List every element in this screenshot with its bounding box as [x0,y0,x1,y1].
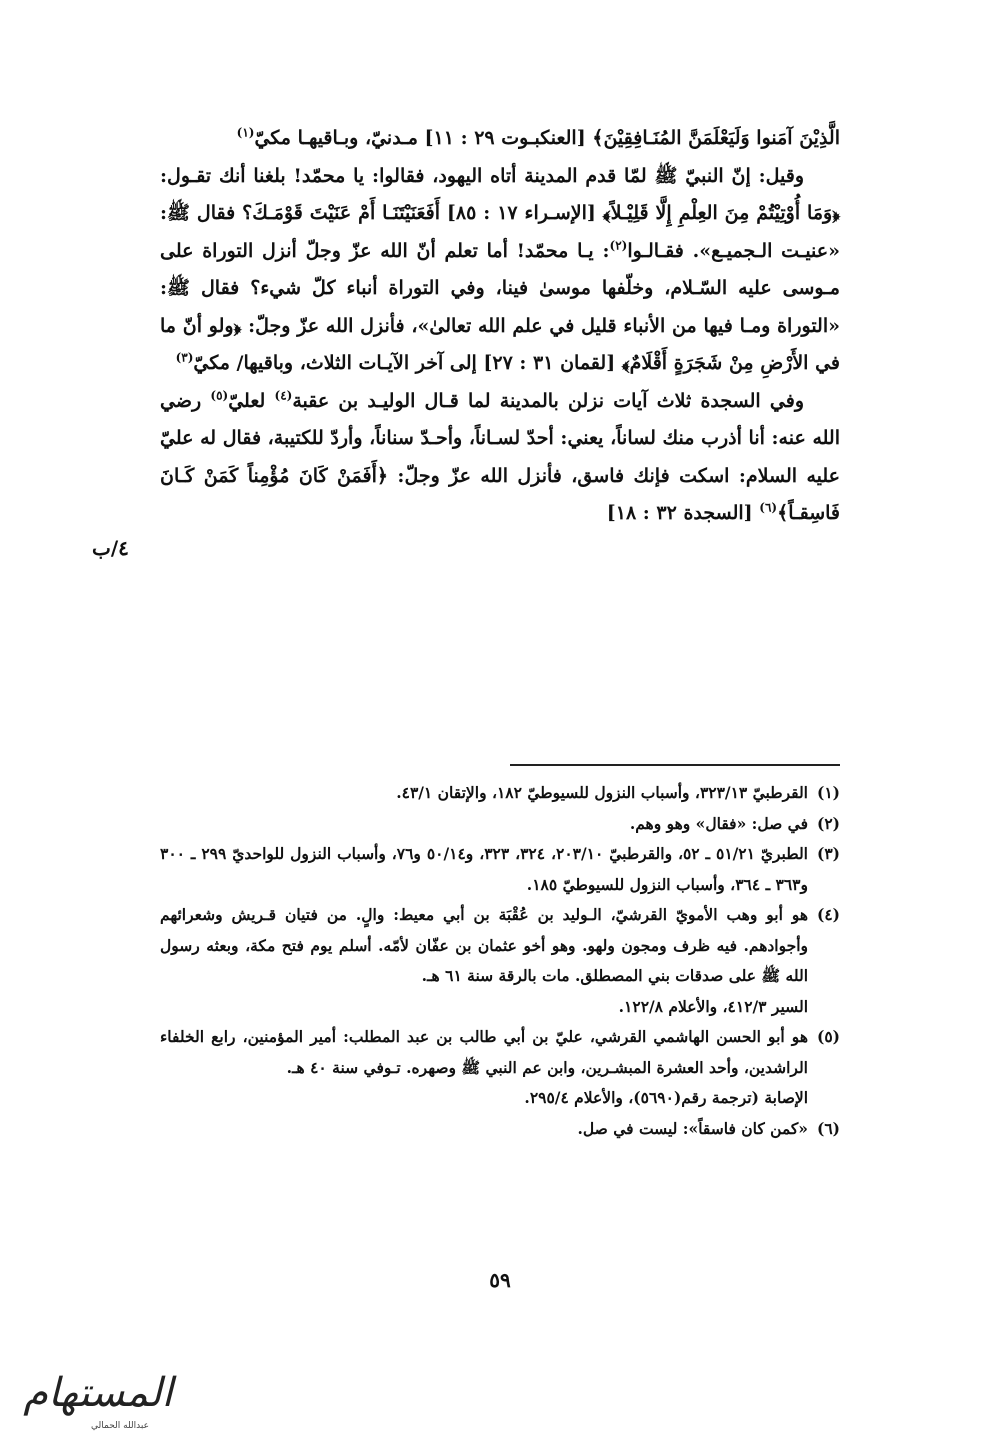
footnote-number: (١) [816,783,840,802]
footnote-divider [510,764,840,766]
footnote-number: (٥) [816,1027,840,1046]
footnote-1 [160,778,840,809]
paragraph-text-after: : يـا محمّد! أما تعلم أنّ الله عزّ وجلّ أنزل التوراة على مـوسى عليه السّـلام، وخلّفها موسىٰ فينا، وفي التوراة أنباء كلّ شيء؟ فقال ﷺ: «التوراة ومـا فيها من الأنباء قليل في علم الله تعالىٰ»، فأنزل الله عزّ وجلّ: ﴿ولو أنّ ما في الأَرْضِ مِنْ شَجَرَةٍ أَقْلَامٌ﴾ [لقمان ٣١ : ٢٧] إلى آخر الآيـات الثلاث، وباقيها/ مكيّ [160,239,840,374]
logo-text: المستهام [23,1370,173,1416]
footnote-text: «كمن كان فاسقاً»: ليست في صل. [577,1118,808,1138]
manuscript-folio-marker: ٤/ب [92,536,129,560]
paragraph-text: وقيل: إنّ النبيّ ﷺ لمّا قدم المدينة أتاه اليهود، فقالوا: يا محمّد! بلغنا أنك تقـول: ﴿وَمَا أُوْتِيْتُمْ مِنَ العِلْمِ إِلَّا قَلِيْـلاً﴾ [الإسـراء ١٧ : ٨٥] أَفَعَنَيْتَنَـا أَمْ عَنَيْتَ قَوْمَـكَ؟ فقال ﷺ: «عنيـت الـجميـع». فقـالـوا [160,164,841,262]
footnote-ref[interactable]: (٤) [274,388,293,403]
paragraph-3 [160,383,840,533]
paragraph-2 [160,158,840,383]
main-text [160,120,840,533]
footnote-4-sources: السير ٤١٢/٣، والأعلام ١٢٢/٨. [618,996,808,1016]
footnotes [160,778,840,1144]
logo-subtext: عبدالله الحمالي [91,1421,149,1431]
footnote-text: الطبريّ ٥١/٢١ ـ ٥٢، والقرطبيّ ٢٠٣/١٠، ٣٢٤، ٣٢٣، و٥٠/١٤ و٧٦، وأسباب النزول للواحديّ ٢٩٩ ـ ٣٠٠ و٣٦٣ ـ ٣٦٤، وأسباب النزول للسيوطيّ ١٨٥. [160,844,808,894]
footnote-number: (٤) [816,905,840,924]
paragraph-text-after: لعليّ [228,389,275,412]
footnote-text: هو أبو الحسن الهاشمي القرشي، عليّ بن أبي طالب بن عبد المطلب: أمير المؤمنين، رابع الخلفاء الراشدين، وأحد العشرة المبشـرين، وابن عم النبي ﷺ وصهره. تـوفي سنة ٤٠ هـ. [160,1027,808,1077]
footnote-ref[interactable]: (١) [236,125,255,140]
footnote-ref[interactable]: (٢) [609,238,628,253]
page-number: ٥٩ [489,1268,511,1292]
footnote-ref[interactable]: (٦) [759,500,778,515]
footnote-4 [160,900,840,992]
footnote-6 [160,1114,840,1145]
footnote-number: (٣) [816,844,840,863]
footnote-5 [160,1022,840,1083]
footnote-text: القرطبيّ ٣٢٣/١٣، وأسباب النزول للسيوطيّ ١٨٢، والإتقان ٤٣/١. [396,783,808,802]
footnote-5-sources: الإصابة (ترجمة رقم(٥٦٩٠)، والأعلام ٢٩٥/٤. [524,1088,808,1107]
footnote-3 [160,839,840,900]
footnote-number: (٢) [816,813,840,833]
paragraph-text-after: رضي الله عنه: أنا أذرب منك لساناً، يعني: أحدّ لسـاناً، وأحـدّ سناناً، وأردّ للكتيبة، فقال له عليّ عليه السلام: اسكت فإنك فاسق، فأنزل الله عزّ وجلّ: ﴿أَفَمَنْ كَانَ مُؤْمِناً كَمَنْ كَـانَ فَاسِقـاً﴾ [160,389,840,524]
paragraph-text: الَّذِيْنَ آمَنوا وَلَيَعْلَمَنَّ المُنَـافِقِيْنَ﴾ [العنكبـوت ٢٩ : ١١] مـدنيّ، وبـاقيهـا مكيّ [254,127,840,149]
footnote-number: (٦) [816,1118,840,1138]
paragraph-text-after: [السجدة ٣٢ : ١٨] [606,502,760,524]
footnote-ref[interactable]: (٣) [175,350,194,365]
footnote-ref[interactable]: (٥) [210,388,229,403]
calligraphy-logo [8,1362,188,1434]
paragraph-text: وفي السجدة ثلاث آيات نزلن بالمدينة لما قـال الوليـد بن عقبة [292,389,805,412]
paragraph-1 [160,120,840,158]
footnote-text: في صل: «فقال» وهو وهم. [629,813,808,833]
footnote-text: هو أبو وهب الأمويّ القرشيّ، الـوليد بن عُقْبَة بن أبي معيط: والٍ. من فتيان قـريش وشعرائهم وأجوادهم. فيه ظرف ومجون ولهو. وهو أخو عثمان بن عفّان لأمّه. أسلم يوم فتح مكة، وبعثه رسول الله ﷺ على صدقات بني المصطلق. مات بالرقة سنة ٦١ هـ. [160,905,808,985]
footnote-2 [160,809,840,840]
